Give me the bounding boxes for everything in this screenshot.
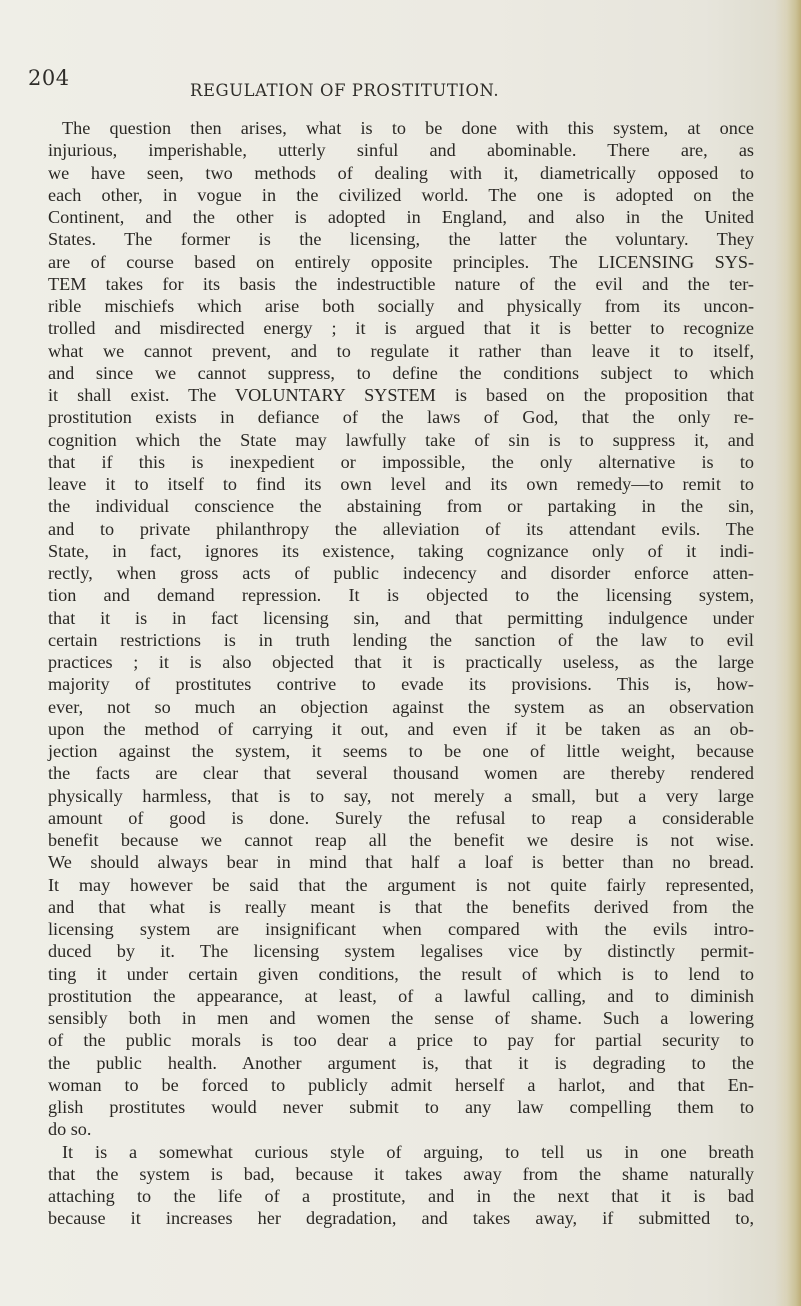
text-line: State, in fact, ignores its existence, taking cognizance only of it indi- bbox=[48, 540, 754, 561]
text-line: sensibly both in men and women the sense of shame. Such a lowering bbox=[48, 1008, 754, 1028]
text-line: physically harmless, that is to say, not merely a small, but a very large bbox=[48, 785, 754, 806]
text-line: duced by it. The licensing system legalises vice by distinctly permit- bbox=[48, 941, 754, 962]
text-line: the public health. Another argument is, that it is degrading to the bbox=[48, 1052, 754, 1073]
text-line: because it increases her degradation, and takes away, if submitted to, bbox=[48, 1208, 754, 1229]
text-line: attaching to the life of a prostitute, and in the next that it is bad bbox=[48, 1186, 754, 1206]
text-line: woman to be forced to publicly admit herself a harlot, and that En- bbox=[48, 1074, 754, 1095]
text-line: that it is in fact licensing sin, and that permitting indulgence under bbox=[48, 607, 754, 628]
text-line: prostitution exists in defiance of the laws of God, that the only re- bbox=[48, 407, 754, 428]
text-line: and that what is really meant is that the benefits derived from the bbox=[48, 896, 754, 917]
text-line: leave it to itself to find its own level and its own remedy—to remit to bbox=[48, 474, 754, 494]
text-line: and since we cannot suppress, to define the conditions subject to which bbox=[48, 362, 754, 383]
text-line: that if this is inexpedient or impossible, the only alternative is to bbox=[48, 451, 754, 472]
text-line: We should always bear in mind that half a loaf is better than no bread. bbox=[48, 852, 754, 873]
text-line: majority of prostitutes contrive to evade its provisions. This is, how- bbox=[48, 674, 754, 695]
text-line: benefit because we cannot reap all the benefit we desire is not wise. bbox=[48, 830, 754, 850]
text-line: ever, not so much an objection against the system as an observation bbox=[48, 696, 754, 717]
text-line: injurious, imperishable, utterly sinful and abominable. There are, as bbox=[48, 140, 754, 161]
text-line: licensing system are insignificant when compared with the evils intro- bbox=[48, 919, 754, 939]
text-line: Continent, and the other is adopted in England, and also in the United bbox=[48, 207, 754, 227]
body-text bbox=[48, 117, 754, 1230]
text-line: practices ; it is also objected that it is practically useless, as the large bbox=[48, 652, 754, 672]
text-line: are of course based on entirely opposite principles. The LICENSING SYS- bbox=[48, 251, 754, 272]
text-line: the individual conscience the abstaining from or partaking in the sin, bbox=[48, 496, 754, 517]
text-line: that the system is bad, because it takes away from the shame naturally bbox=[48, 1163, 754, 1184]
text-line: glish prostitutes would never submit to any law compelling them to bbox=[48, 1097, 754, 1117]
text-line: what we cannot prevent, and to regulate it rather than leave it to itself, bbox=[48, 340, 754, 361]
text-line: rible mischiefs which arise both socially and physically from its uncon- bbox=[48, 296, 754, 316]
text-line: it shall exist. The VOLUNTARY SYSTEM is based on the proposition that bbox=[48, 385, 754, 405]
text-line: and to private philanthropy the alleviation of its attendant evils. The bbox=[48, 518, 754, 539]
text-line: The question then arises, what is to be done with this system, at once bbox=[62, 118, 754, 138]
text-line: jection against the system, it seems to be one of little weight, because bbox=[48, 741, 754, 761]
text-line: prostitution the appearance, at least, of a lawful calling, and to diminish bbox=[48, 985, 754, 1006]
running-head: REGULATION OF PROSTITUTION. bbox=[190, 81, 500, 100]
text-line: upon the method of carrying it out, and even if it be taken as an ob- bbox=[48, 718, 754, 739]
text-line: rectly, when gross acts of public indecency and disorder enforce atten- bbox=[48, 563, 754, 583]
text-line: each other, in vogue in the civilized world. The one is adopted on the bbox=[48, 184, 754, 205]
text-line: ting it under certain given conditions, the result of which is to lend to bbox=[48, 963, 754, 984]
text-line: cognition which the State may lawfully take of sin is to suppress it, and bbox=[48, 429, 754, 450]
page-number: 204 bbox=[28, 66, 70, 90]
text-line: It is a somewhat curious style of arguing, to tell us in one breath bbox=[62, 1141, 754, 1162]
text-line: do so. bbox=[48, 1119, 92, 1140]
text-line: tion and demand repression. It is objected to the licensing system, bbox=[48, 585, 754, 606]
text-line: we have seen, two methods of dealing with it, diametrically opposed to bbox=[48, 162, 754, 183]
text-line: the facts are clear that several thousand women are thereby rendered bbox=[48, 763, 754, 784]
text-line: amount of good is done. Surely the refusal to reap a considerable bbox=[48, 807, 754, 828]
text-line: TEM takes for its basis the indestructible nature of the evil and the ter- bbox=[48, 273, 754, 294]
text-line: States. The former is the licensing, the latter the voluntary. They bbox=[48, 229, 754, 250]
text-line: It may however be said that the argument is not quite fairly represented, bbox=[48, 874, 754, 895]
text-line: trolled and misdirected energy ; it is argued that it is better to recognize bbox=[48, 318, 754, 339]
text-line: certain restrictions is in truth lending the sanction of the law to evil bbox=[48, 629, 754, 650]
text-line: of the public morals is too dear a price to pay for partial security to bbox=[48, 1030, 754, 1051]
page-edge-shading bbox=[775, 0, 801, 1306]
